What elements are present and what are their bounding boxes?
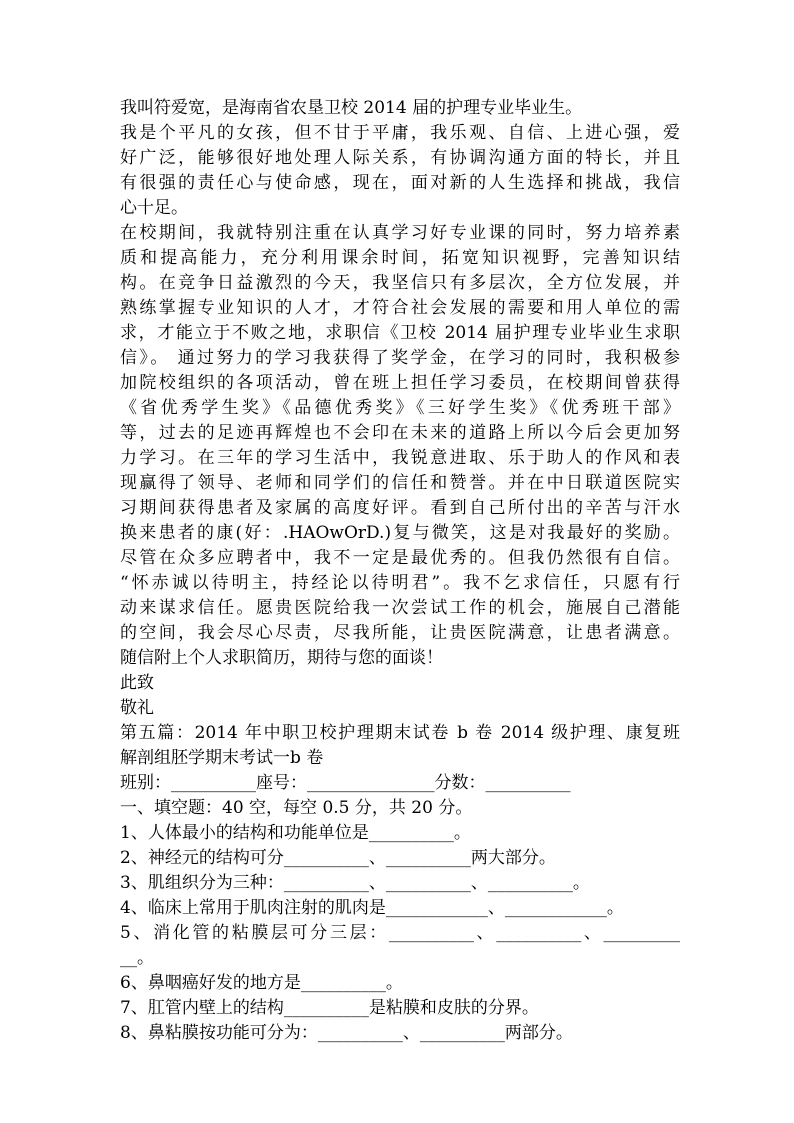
text-line: 心十足。 [120, 198, 188, 218]
text-line: 的空间，我会尽心尽责，尽我所能，让贵医院满意，让患者满意。 [120, 623, 680, 643]
text-line: 在校期间，我就特别注重在认真学习好专业课的同时，努力培养素 [120, 223, 680, 243]
text-line: 我是个平凡的女孩，但不甘于平庸，我乐观、自信、上进心强，爱 [120, 123, 680, 143]
text-line: 有很强的责任心与使命感，现在，面对新的人生选择和挑战，我信 [120, 173, 680, 193]
question-item: 4、临床上常用于肌肉注射的肌肉是____________、____________。 [120, 898, 624, 918]
question-item: 7、肛管内壁上的结构__________是粘膜和皮肤的分界。 [120, 998, 539, 1018]
question-item: 3、肌组织分为三种：__________、__________、__________。 [120, 873, 590, 893]
text-line: 我叫符爱宽，是海南省农垦卫校 2014 届的护理专业毕业生。 [120, 98, 583, 118]
question-item: __。 [120, 948, 154, 968]
section-title: 解剖组胚学期末考试一b 卷 [120, 748, 324, 768]
text-line: 信》。 通过努力的学习我获得了奖学金，在学习的同时，我积极参 [120, 348, 680, 368]
document-page [120, 96, 680, 1046]
text-line: 好广泛，能够很好地处理人际关系，有协调沟通方面的特长，并且 [120, 148, 680, 168]
question-item: 5、消化管的粘膜层可分三层：__________、__________、_________ [120, 923, 680, 943]
question-heading: 一、填空题：40 空，每空 0.5 分，共 20 分。 [120, 798, 473, 818]
text-line: 换来患者的康(好：.HAOwOrD.)复与微笑，这是对我最好的奖励。 [120, 523, 680, 543]
text-line: 质和提高能力，充分利用课余时间，拓宽知识视野，完善知识结 [120, 248, 680, 268]
exam-header: 班别：__________座号：_______________分数：__________ [120, 773, 571, 793]
closing-line: 敬礼 [120, 698, 154, 718]
text-line: 习期间获得患者及家属的高度好评。看到自己所付出的辛苦与汗水 [120, 498, 680, 518]
text-line: 随信附上个人求职简历，期待与您的面谈！ [120, 648, 443, 668]
text-line: 求，才能立于不败之地，求职信《卫校 2014 届护理专业毕业生求职 [120, 323, 680, 343]
text-line: “怀赤诚以待明主，持经论以待明君”。我不乞求信任，只愿有行 [120, 573, 680, 593]
text-line: 加院校组织的各项活动，曾在班上担任学习委员，在校期间曾获得 [120, 373, 680, 393]
question-item: 8、鼻粘膜按功能可分为：__________、__________两部分。 [120, 1023, 573, 1043]
closing-line: 此致 [120, 673, 154, 693]
text-line: 力学习。在三年的学习生活中，我锐意进取、乐于助人的作风和表 [120, 448, 680, 468]
section-title: 第五篇：2014 年中职卫校护理期末试卷 b 卷 2014 级护理、康复班 [120, 723, 680, 743]
text-line: 构。在竞争日益激烈的今天，我坚信只有多层次，全方位发展，并 [120, 273, 680, 293]
text-line: 现赢得了领导、老师和同学们的信任和赞誉。并在中日联道医院实 [120, 473, 680, 493]
text-line: 《省优秀学生奖》《品德优秀奖》《三好学生奖》《优秀班干部》 [120, 398, 680, 418]
text-line: 熟练掌握专业知识的人才，才符合社会发展的需要和用人单位的需 [120, 298, 680, 318]
text-line: 尽管在众多应聘者中，我不一定是最优秀的。但我仍然很有自信。 [120, 548, 680, 568]
question-item: 2、神经元的结构可分__________、__________两大部分。 [120, 848, 556, 868]
question-item: 1、人体最小的结构和功能单位是__________。 [120, 823, 471, 843]
text-line: 等，过去的足迹再辉煌也不会印在未来的道路上所以今后会更加努 [120, 423, 680, 443]
question-item: 6、鼻咽癌好发的地方是__________。 [120, 973, 403, 993]
text-line: 动来谋求信任。愿贵医院给我一次尝试工作的机会，施展自己潜能 [120, 598, 680, 618]
